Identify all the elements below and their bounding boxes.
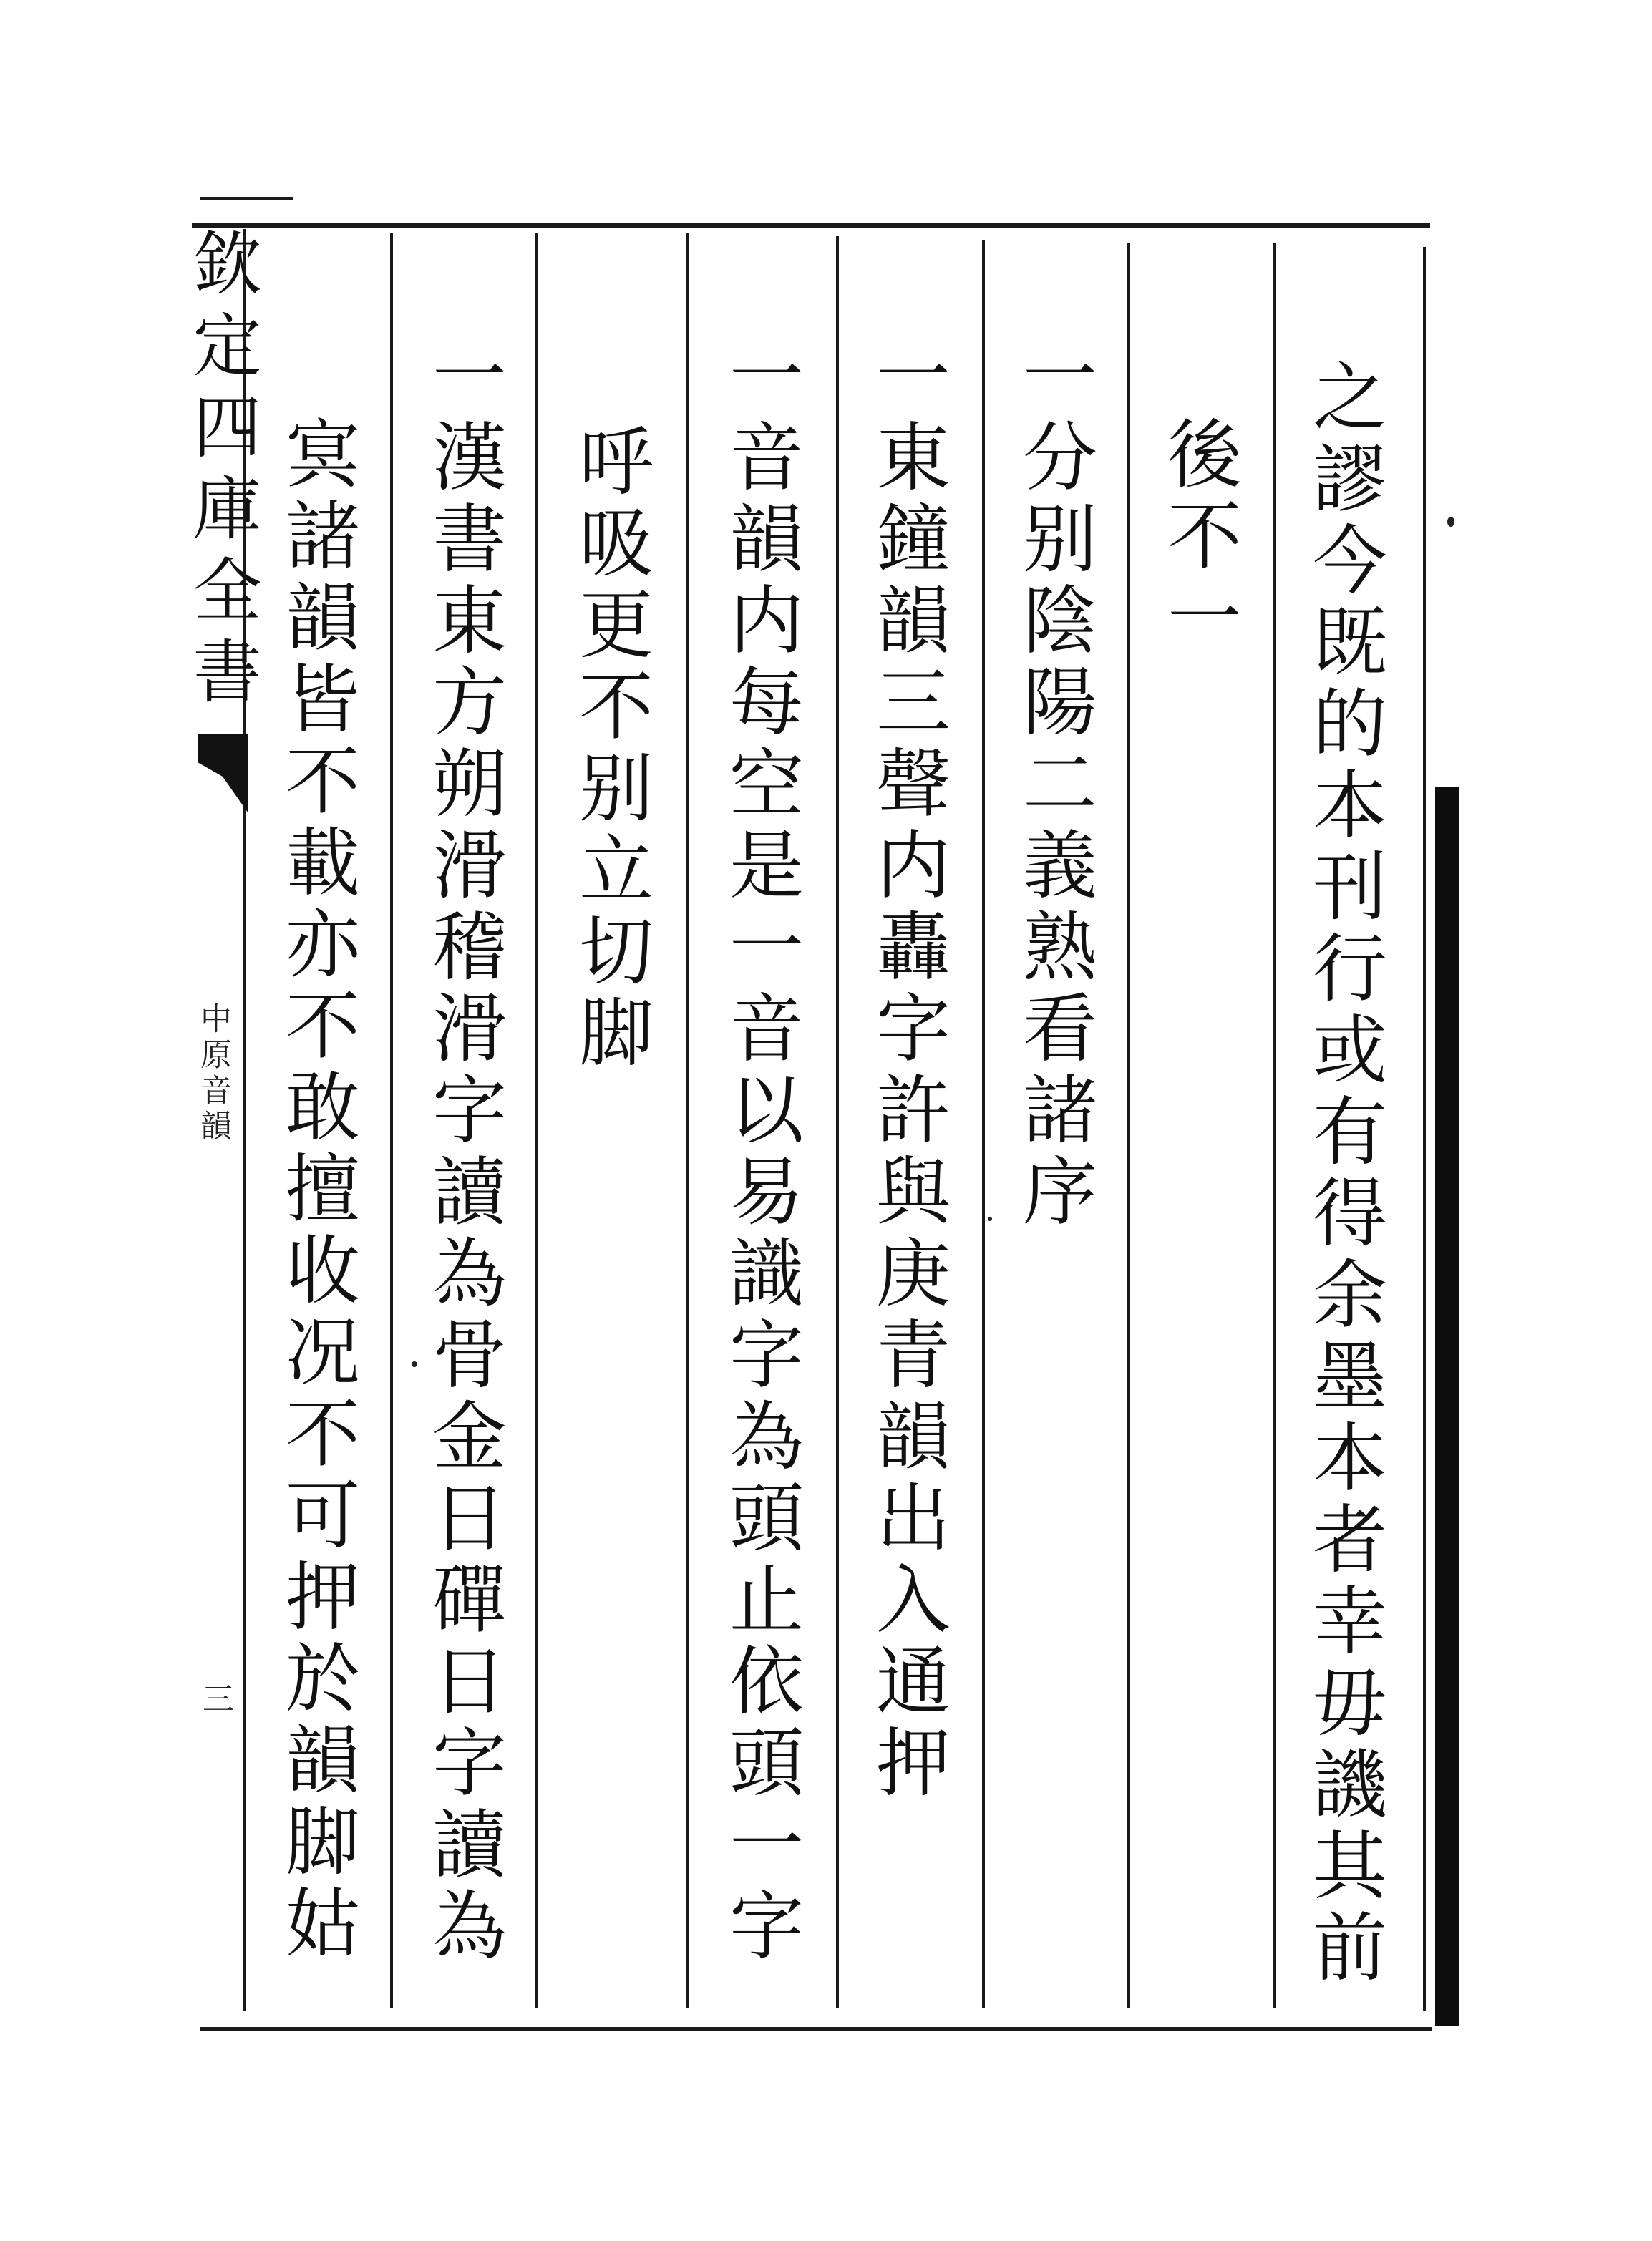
text-column-7: 一漢書東方朔滑稽滑字讀為骨金日磾日字讀為: [419, 336, 507, 1968]
ink-speck: [988, 1217, 992, 1221]
text-column-8: 㝠諸韻皆不載亦不敢擅收况不可押於韻脚姑: [273, 415, 360, 1965]
column-divider: [836, 236, 839, 2008]
book-title: 欽定四庫全書: [182, 228, 262, 717]
bottom-border: [200, 2027, 1432, 2031]
page-number: 三: [197, 1682, 233, 1718]
ink-speck: [1447, 517, 1454, 527]
top-border: [192, 223, 1430, 228]
column-divider: [1423, 247, 1426, 2011]
text-column-1: 之謬今既的本刊行或有得余墨本者幸毋譏其前: [1300, 358, 1387, 1990]
column-divider: [535, 233, 538, 2008]
column-divider: [1127, 243, 1130, 2008]
fish-tail-mark: [198, 734, 248, 812]
column-divider: [390, 233, 393, 2008]
column-divider: [1273, 243, 1276, 2008]
column-divider: [686, 233, 689, 2008]
text-column-4: 一東鐘韻三聲内轟字許與庚青韻出入通押: [863, 336, 951, 1805]
text-column-5: 一音韻内每空是一音以易識字為頭止依頭一字: [716, 336, 804, 1968]
chapter-title: 中原音韻: [195, 1002, 231, 1145]
ink-speck: [412, 1361, 417, 1367]
text-column-6: 呼吸更不别立切脚: [566, 422, 653, 1075]
binding-edge: [1435, 787, 1459, 2026]
text-column-2: 後不一: [1155, 415, 1242, 660]
top-border-left: [200, 197, 293, 200]
text-column-3: 一分别陰陽二義熟看諸序: [1010, 336, 1097, 1234]
column-divider: [982, 240, 985, 2008]
